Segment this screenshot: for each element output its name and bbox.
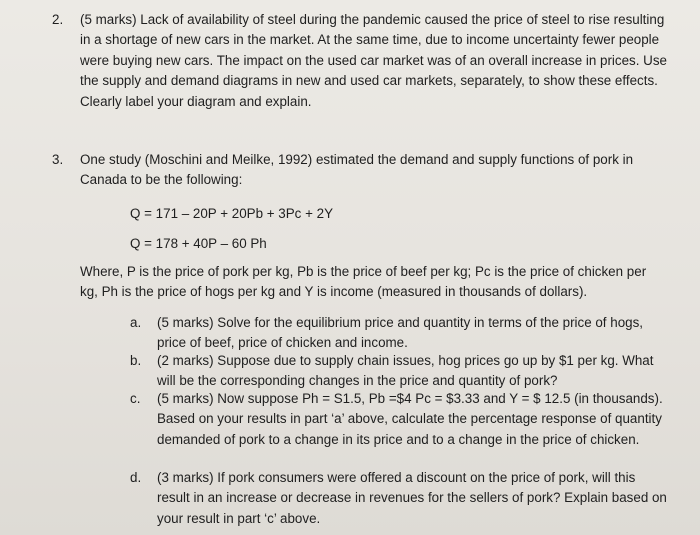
part-c-letter: c. bbox=[130, 391, 141, 406]
part-b-text: (2 marks) Suppose due to supply chain issues, hog prices go up by $1 per kg. What will be the corresponding changes in the price and quantity of pork? bbox=[157, 353, 654, 389]
part-a-text: (5 marks) Solve for the equilibrium price and quantity in terms of the price of hogs, price of beef, price of chicken and income. bbox=[157, 315, 644, 351]
part-b bbox=[130, 351, 670, 392]
supply-equation: Q = 178 + 40P – 60 Ph bbox=[130, 236, 267, 251]
part-d bbox=[130, 468, 670, 529]
question-3-number: 3. bbox=[52, 152, 64, 167]
demand-equation: Q = 171 – 20P + 20Pb + 3Pc + 2Y bbox=[130, 206, 333, 221]
question-3-intro: One study (Moschini and Meilke, 1992) estimated the demand and supply functions of pork in Canada to be the following: bbox=[80, 152, 634, 188]
part-b-letter: b. bbox=[130, 353, 142, 368]
part-c bbox=[130, 389, 670, 450]
part-d-text: (3 marks) If pork consumers were offered a discount on the price of pork, will this result in an increase or decrease in revenues for the sellers of pork? Explain based on your result in part ‘c’ above. bbox=[157, 470, 667, 526]
part-d-letter: d. bbox=[130, 470, 142, 485]
part-a bbox=[130, 313, 670, 354]
part-c-text: (5 marks) Now suppose Ph = S1.5, Pb =$4 Pc = $3.33 and Y = $ 12.5 (in thousands). Based on your results in part ‘a’ above, calculate the percentage response of quantity demanded of pork to a change in its price and to a change in the price of chicken. bbox=[157, 391, 663, 447]
question-2-number: 2. bbox=[52, 12, 64, 27]
part-a-letter: a. bbox=[130, 315, 142, 330]
question-3 bbox=[52, 150, 672, 191]
variable-definitions: Where, P is the price of pork per kg, Pb is the price of beef per kg; Pc is the price of chicken per kg, Ph is the price of hogs per kg and Y is income (measured in thousands of dollars). bbox=[80, 264, 647, 300]
question-2 bbox=[52, 10, 672, 112]
question-2-text: (5 marks) Lack of availability of steel during the pandemic caused the price of steel to rise resulting in a shortage of new cars in the market. At the same time, due to income uncertainty fewer people were buying new cars. The impact on the used car market was of an overall increase in prices. Use the supply and demand diagrams in new and used car markets, separately, to show these effects. Clearly label your diagram and explain. bbox=[80, 12, 667, 109]
